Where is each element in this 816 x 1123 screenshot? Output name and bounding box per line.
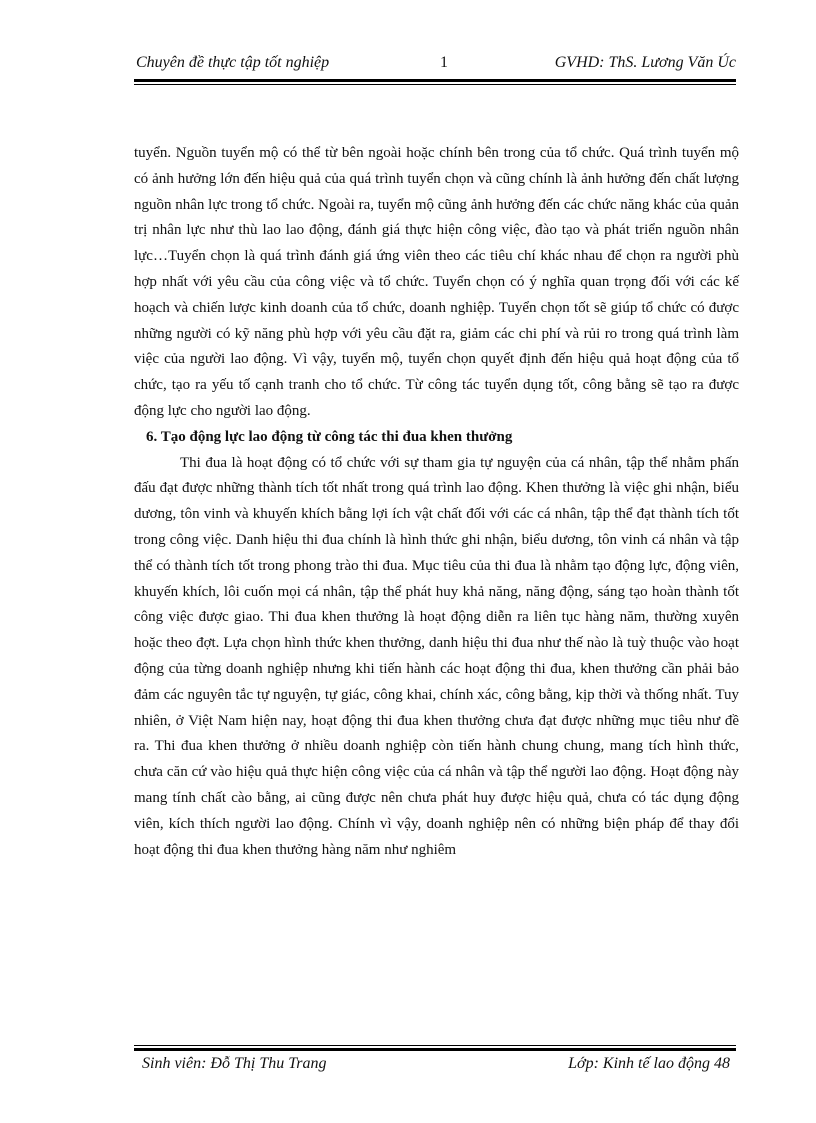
document-body	[134, 141, 739, 863]
header-supervisor: GVHD: ThS. Lương Văn Úc	[554, 54, 736, 71]
paragraph-emulation-reward: Thi đua là hoạt động có tổ chức với sự tham gia tự nguyện của cá nhân, tập thể nhằm phấn đấu đạt được những thành tích tốt nhất trong quá trình lao động. Khen thưởng là việc ghi nhận, biểu dương, tôn vinh và khuyến khích bằng lợi ích vật chất đối với các cá nhân, tập thể đạt thành tích tốt trong công việc. Danh hiệu thi đua chính là hình thức ghi nhận, biểu dương, tôn vinh cá nhân và tập thể có thành tích tốt trong phong trào thi đua. Mục tiêu của thi đua là nhằm tạo động lực, động viên, khuyến khích, lôi cuốn mọi cá nhân, tập thể phát huy khả năng, năng động, sáng tạo hoàn thành tốt công việc được giao. Thi đua khen thưởng là hoạt động diễn ra liên tục hàng năm, thường xuyên hoặc theo đợt. Lựa chọn hình thức khen thưởng, danh hiệu thi đua như thế nào là tuỳ thuộc vào hoạt động của từng doanh nghiệp nhưng khi tiến hành các hoạt động thi đua, khen thưởng cần phải bảo đảm các nguyên tắc tự nguyện, tự giác, công khai, chính xác, công bằng, kịp thời và thống nhất. Tuy nhiên, ở Việt Nam hiện nay, hoạt động thi đua khen thưởng chưa đạt được những mục tiêu như đề ra. Thi đua khen thưởng ở nhiều doanh nghiệp còn tiến hành chung chung, mang tích hình thức, chưa căn cứ vào hiệu quả thực hiện công việc của cá nhân và tập thể người lao động. Hoạt động này mang tính chất cào bằng, ai cũng được nên chưa phát huy được hiệu quả, chưa có tác dụng động viên, kích thích người lao động. Chính vì vậy, doanh nghiệp nên có những biện pháp để thay đổi hoạt động thi đua khen thưởng hàng năm như nghiêm	[134, 454, 739, 858]
footer-rule-thin	[134, 1045, 736, 1046]
page-header	[134, 52, 736, 78]
footer-class-name: Lớp: Kinh tế lao động 48	[568, 1055, 730, 1072]
header-document-title: Chuyên đề thực tập tốt nghiệp	[136, 54, 330, 71]
section-heading: 6. Tạo động lực lao động từ công tác thi đua khen thưởng	[146, 428, 513, 445]
header-rule-thin	[134, 84, 736, 85]
header-page-number: 1	[440, 54, 448, 71]
header-rule-thick	[134, 79, 736, 82]
footer-rule-thick	[134, 1048, 736, 1051]
paragraph-recruitment: tuyển. Nguồn tuyển mộ có thể từ bên ngoài hoặc chính bên trong của tổ chức. Quá trình tuyển mộ có ảnh hưởng lớn đến hiệu quả của quá trình tuyển chọn và cũng chính là ảnh hưởng đến chất lượng nguồn nhân lực trong tổ chức. Ngoài ra, tuyển mộ cũng ảnh hưởng đến các chức năng khác của quản trị nhân lực như thù lao lao động, đánh giá thực hiện công việc, đào tạo và phát triển nguồn nhân lực…Tuyển chọn là quá trình đánh giá ứng viên theo các tiêu chí khác nhau để chọn ra người phù hợp nhất với yêu cầu của công việc và tổ chức. Tuyển chọn có ý nghĩa quan trọng đối với các kế hoạch và chiến lược kinh doanh của tổ chức, doanh nghiệp. Tuyển chọn tốt sẽ giúp tổ chức có được những người có kỹ năng phù hợp với yêu cầu đặt ra, giảm các chi phí và rủi ro trong quá trình làm việc của người lao động. Vì vậy, tuyển mộ, tuyển chọn quyết định đến hiệu quả hoạt động của tổ chức, tạo ra yếu tố cạnh tranh cho tổ chức. Từ công tác tuyển dụng tốt, công bằng sẽ tạo ra được động lực cho người lao động.	[134, 145, 739, 419]
footer-student-name: Sinh viên: Đỗ Thị Thu Trang	[142, 1055, 327, 1072]
